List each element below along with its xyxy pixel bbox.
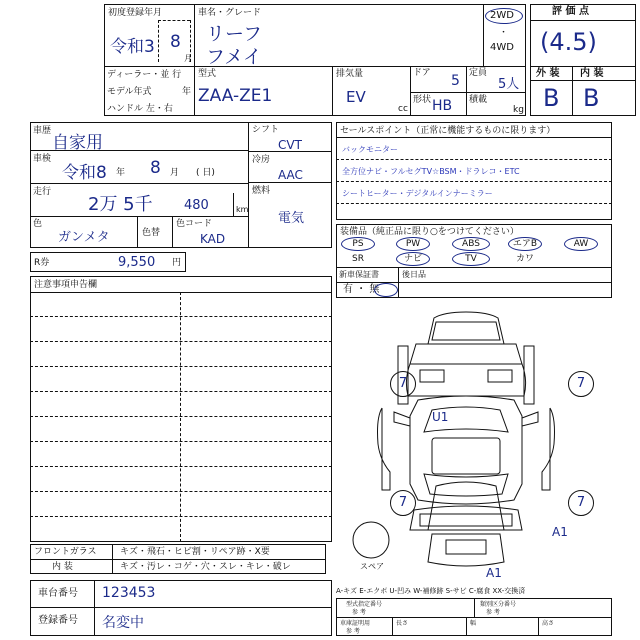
sales-point-item: シートヒーター・デジタルインナーミラー [342, 189, 493, 198]
color-swap-label: 色替 [142, 228, 161, 238]
warranty-circle [374, 283, 398, 297]
load-label: 積載 [469, 95, 488, 105]
shift-value: CVT [278, 138, 302, 152]
ac-label: 冷房 [252, 155, 271, 165]
equip-aw-circle [564, 237, 598, 251]
car-name: リーフ [206, 23, 263, 45]
notes-title: 注意事項申告欄 [34, 280, 98, 290]
equip-aw: AW [573, 239, 589, 249]
sales-point-item: バックモニター [342, 145, 398, 154]
form-cert-ref: 参 考 [352, 609, 366, 616]
equip-navi-circle [396, 252, 430, 266]
form-cert-label: 型式指定番号 [346, 601, 383, 608]
shift-label: シフト [252, 125, 280, 135]
registration-label: 登録番号 [38, 615, 78, 626]
mileage-unit: km [236, 205, 249, 214]
score-value: (4.5) [540, 28, 597, 56]
color-code-label: 色コード [176, 219, 213, 229]
mileage-value: 2万 5千 [88, 194, 153, 215]
equip-tv-circle [452, 252, 490, 266]
recycle-box [30, 252, 186, 272]
equip-pw-circle [396, 237, 430, 251]
inspection-month-unit: 月 [170, 168, 180, 178]
equip-ps: PS [352, 239, 364, 249]
damage-mark: 7 [390, 371, 416, 397]
damage-mark: 7 [568, 371, 594, 397]
inspection-month: 8 [150, 158, 161, 178]
damage-mark: A1 [552, 525, 568, 539]
drive-dot: ・ [499, 28, 509, 38]
shape-label: 形状 [413, 95, 432, 105]
interior-condition-label: 内 装 [52, 562, 73, 572]
inspection-era: 令和8 [62, 163, 107, 183]
warranty-label: 新車保証書 [339, 270, 379, 279]
model-year-unit: 年 [182, 87, 192, 97]
equip-airbag: エアB [512, 239, 538, 249]
load-unit: kg [513, 105, 524, 115]
grade: フメイ [206, 46, 262, 68]
reg-month: 8 [170, 32, 181, 52]
exterior-grade: B [543, 84, 560, 112]
fuel-label: 燃料 [252, 186, 271, 196]
damage-legend: A-キズ E-エクボ U-凹み W-補修跡 S-サビ C-腐食 XX-交換済 [336, 587, 526, 595]
usage-value: 自家用 [52, 133, 103, 153]
usage-label: 車歴 [33, 126, 52, 136]
ac-value: AAC [278, 168, 303, 182]
reg-month-unit: 月 [184, 54, 192, 63]
damage-mark: 7 [390, 490, 416, 516]
equip-leather: カワ [515, 254, 534, 264]
equip-airbag-circle [508, 237, 542, 251]
dealer-label: ディーラー・並 行 [107, 70, 182, 80]
equipment-title: 装備品（純正品に限り○をつけてください） [340, 227, 519, 237]
front-glass-label: フロントガラス [34, 547, 97, 557]
shape-value: HB [432, 98, 453, 114]
length-label: 長さ [396, 620, 409, 627]
handle-label: ハンドル 左・右 [107, 104, 173, 114]
equip-sr: SR [352, 254, 364, 264]
model-year-label: モデル年式 [107, 87, 152, 97]
interior-condition-value: キズ・汚レ・コゲ・穴・スレ・キレ・破レ [120, 562, 291, 572]
retrofit-label: 後日品 [402, 270, 426, 279]
width-label: 幅 [470, 620, 477, 627]
chassis-label: 車台番号 [38, 588, 78, 599]
displacement-value: EV [346, 88, 366, 106]
displacement-label: 排気量 [336, 69, 364, 79]
type-value: ZAA-ZE1 [198, 86, 273, 106]
inspection-day-unit: ( 日) [196, 168, 215, 178]
exterior-label: 外 装 [536, 68, 560, 79]
mileage-sub: 480 [184, 198, 209, 213]
class-label: 類別区分番号 [480, 601, 517, 608]
warranty-value: 有 ・ 無 [343, 284, 380, 295]
registration-value: 名変中 [102, 615, 144, 631]
vehicle-cert-ref: 参 考 [346, 628, 360, 635]
reg-era: 令和3 [110, 37, 155, 57]
equip-ps-circle [341, 237, 375, 251]
recycle-value: 9,550 [118, 255, 156, 270]
damage-mark: 7 [568, 490, 594, 516]
fuel-value: 電気 [278, 211, 305, 226]
score-label: 評 価 点 [552, 6, 589, 17]
door-label: ドア [413, 68, 431, 78]
equip-tv: TV [465, 254, 477, 264]
type-label: 型式 [198, 69, 217, 79]
reg-year-label: 初度登録年月 [108, 8, 163, 18]
color-code-value: KAD [200, 232, 226, 246]
chassis-value: 123453 [102, 585, 156, 601]
inspection-year-unit: 年 [116, 168, 126, 178]
class-ref: 参 考 [486, 609, 500, 616]
car-diagram [336, 300, 612, 582]
damage-mark: A1 [486, 566, 502, 580]
equip-abs-circle [452, 237, 490, 251]
drive-4wd: 4WD [490, 42, 514, 53]
height-label: 高さ [542, 620, 555, 627]
mileage-label: 走行 [33, 187, 52, 197]
interior-label: 内 装 [580, 68, 604, 79]
vehicle-cert-label: 車庫証明用 [340, 620, 371, 627]
door-value: 5 [451, 73, 460, 89]
recycle-unit: 円 [172, 258, 182, 268]
color-label: 色 [33, 219, 43, 229]
inspection-label: 車検 [33, 154, 52, 164]
sales-point-item: 全方位ナビ・フルセグTV☆BSM・ドラレコ・ETC [342, 167, 520, 176]
front-glass-value: キズ・飛石・ヒビ割・リペア跡・X要 [120, 547, 270, 557]
capacity-value: 5人 [498, 77, 520, 92]
sales-points-title: セールスポイント（正常に機能するものに限ります） [340, 126, 556, 136]
capacity-label: 定員 [469, 68, 488, 78]
equip-abs: ABS [462, 239, 480, 249]
car-name-label: 車名・グレード [198, 8, 262, 18]
equip-pw: PW [405, 239, 421, 249]
interior-grade: B [583, 84, 600, 112]
damage-mark: U1 [432, 410, 449, 424]
equip-navi: ナビ [403, 254, 422, 264]
spare-label: スペア [360, 562, 384, 571]
color-value: ガンメタ [58, 230, 110, 245]
recycle-label: R券 [34, 258, 50, 268]
cc-unit: cc [398, 104, 408, 114]
drive-2wd: 2WD [490, 10, 514, 21]
